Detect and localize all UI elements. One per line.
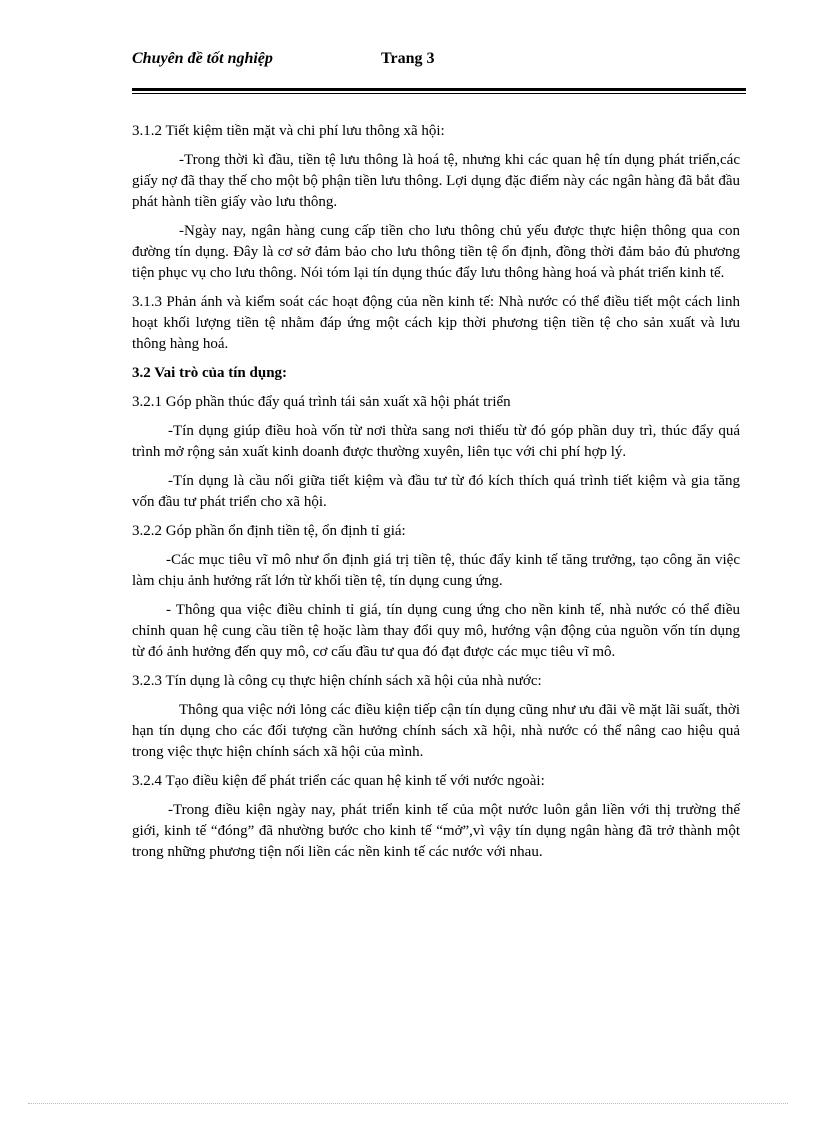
page-body (132, 121, 740, 871)
paragraph-social-policy: Thông qua việc nới lỏng các điều kiện tiếp cận tín dụng cũng như ưu đãi về mặt lãi suất, thời hạn tín dụng cho các đối tượng cần hưởng chính sách xã hội, nhà nước có thể nâng cao hiệu quả trong việc thực hiện chính sách xã hội của mình. (132, 702, 740, 760)
page-number: Trang 3 (381, 50, 435, 67)
document-title: Chuyên đề tốt nghiệp (132, 50, 273, 67)
page-header (132, 50, 746, 74)
section-3-2-3-heading: 3.2.3 Tín dụng là công cụ thực hiện chính sách xã hội của nhà nước: (132, 673, 542, 689)
section-3-1-2-heading: 3.1.2 Tiết kiệm tiền mặt và chi phí lưu thông xã hội: (132, 123, 445, 139)
section-3-2-heading: 3.2 Vai trò của tín dụng: (132, 365, 288, 381)
paragraph-savings-investment: -Tín dụng là cầu nối giữa tiết kiệm và đầu tư từ đó kích thích quá trình tiết kiệm và gia tăng vốn đầu tư phát triển cho xã hội. (132, 473, 740, 510)
section-3-2-1-heading: 3.2.1 Góp phần thúc đẩy quá trình tái sản xuất xã hội phát triển (132, 394, 511, 410)
section-3-2-4-heading: 3.2.4 Tạo điều kiện để phát triển các quan hệ kinh tế với nước ngoài: (132, 773, 545, 789)
section-3-1-3-paragraph: 3.1.3 Phản ánh và kiểm soát các hoạt động của nền kinh tế: Nhà nước có thể điều tiết một cách linh hoạt khối lượng tiền tệ nhằm đáp ứng một cách kịp thời phương tiện tiền tệ cho sản xuất và lưu thông hàng hoá. (132, 294, 740, 352)
paragraph-early-money: -Trong thời kì đầu, tiền tệ lưu thông là hoá tệ, nhưng khi các quan hệ tín dụng phát triển,các giấy nợ đã thay thế cho một bộ phận tiền lưu thông. Lợi dụng đặc điểm này các ngân hàng đã bắt đầu phát hành tiền giấy vào lưu thông. (132, 152, 740, 210)
paragraph-foreign-relations: -Trong điều kiện ngày nay, phát triển kinh tế của một nước luôn gắn liền với thị trường thế giới, kinh tế “đóng” đã nhường bước cho kinh tế “mở”,vì vậy tín dụng ngân hàng đã trở thành một trong những phương tiện nối liền các nền kinh tế các nước với nhau. (132, 802, 740, 860)
paragraph-capital-allocation: -Tín dụng giúp điều hoà vốn từ nơi thừa sang nơi thiếu từ đó góp phần duy trì, thúc đẩy quá trình mở rộng sản xuất kinh doanh được thường xuyên, liên tục với chi phí hợp lý. (132, 423, 740, 460)
header-rule-thin (132, 93, 746, 94)
section-3-2-2-heading: 3.2.2 Góp phần ổn định tiền tệ, ổn định tỉ giá: (132, 523, 406, 539)
paragraph-bank-supply: -Ngày nay, ngân hàng cung cấp tiền cho lưu thông chủ yếu được thực hiện thông qua con đường tín dụng. Đây là cơ sở đảm bảo cho lưu thông tiền tệ ổn định, đồng thời đảm bảo đủ phương tiện phục vụ cho lưu thông. Nói tóm lại tín dụng thúc đẩy lưu thông hàng hoá và phát triển kinh tế. (132, 223, 740, 281)
paragraph-macro-goals: -Các mục tiêu vĩ mô như ổn định giá trị tiền tệ, thúc đẩy kinh tế tăng trưởng, tạo công ăn việc làm chịu ảnh hưởng rất lớn từ khối tiền tệ, tín dụng cung ứng. (132, 552, 740, 589)
header-rule-thick (132, 88, 746, 91)
page-bottom-border (28, 1103, 788, 1104)
paragraph-exchange-rate: - Thông qua việc điều chỉnh tỉ giá, tín dụng cung ứng cho nền kinh tế, nhà nước có thể điều chỉnh quan hệ cung cầu tiền tệ hoặc làm thay đổi quy mô, hướng vận động của nguồn vốn tín dụng từ đó ảnh hưởng đến quy mô, cơ cấu đầu tư qua đó đạt được các mục tiêu vĩ mô. (132, 602, 740, 660)
